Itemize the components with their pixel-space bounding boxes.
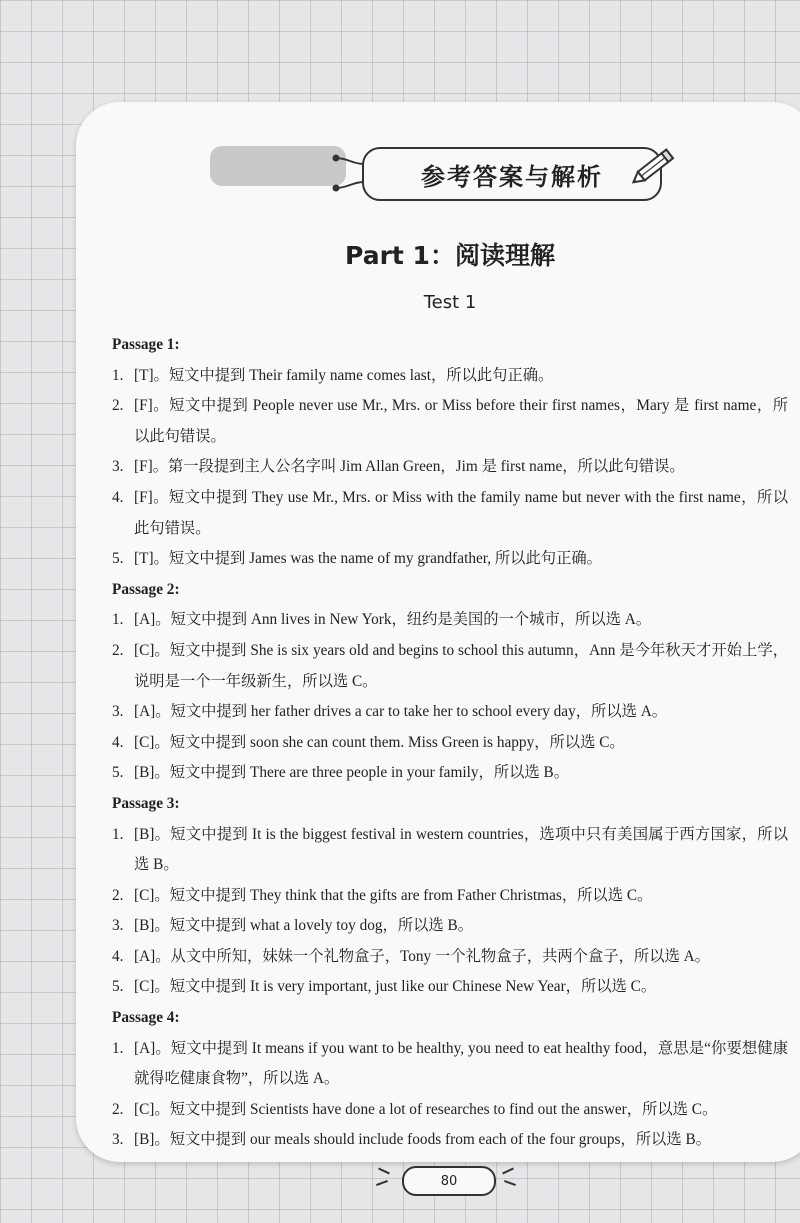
footer-dash (376, 1180, 388, 1186)
footer-dash (504, 1180, 516, 1186)
answer-item: 4. [A]。从文中所知，妹妹一个礼物盒子，Tony 一个礼物盒子，共两个盒子，所以选 A。 (112, 947, 710, 965)
banner-shadow-block (210, 146, 346, 186)
answer-item: 2. [C]。短文中提到 Scientists have done a lot of researches to find out the answer，所以选 C。 (112, 1100, 718, 1118)
pencil-icon (632, 148, 678, 184)
part-title: Part 1：阅读理解 (345, 241, 555, 270)
answer-item: 3. [B]。短文中提到 our meals should include foods from each of the four groups，所以选 B。 (112, 1131, 711, 1149)
passage-section (112, 330, 788, 575)
test-title: Test 1 (423, 292, 477, 313)
answer-item: 1. [A]。短文中提到 It means if you want to be healthy, you need to eat healthy food，意思是“你要想健康就得吃健康食物”，所以选 A。 (112, 1039, 788, 1088)
section-banner (362, 147, 662, 201)
passage-heading: Passage 4: (112, 1009, 180, 1027)
answer-item: 1. [B]。短文中提到 It is the biggest festival in western countries，选项中只有美国属于西方国家，所以选 B。 (112, 825, 788, 874)
page-number: 80 (402, 1166, 496, 1196)
answer-item: 4. [F]。短文中提到 They use Mr., Mrs. or Miss with the family name but never with the first name，所以此句错误。 (112, 488, 788, 537)
answer-item: 1. [T]。短文中提到 Their family name comes last，所以此句正确。 (112, 366, 554, 384)
answer-item: 5. [B]。短文中提到 There are three people in your family，所以选 B。 (112, 764, 570, 782)
answer-item: 5. [C]。短文中提到 It is very important, just like our Chinese New Year，所以选 C。 (112, 978, 657, 996)
passage-heading: Passage 3: (112, 794, 180, 812)
passage-heading: Passage 2: (112, 580, 180, 598)
answer-item: 3. [F]。第一段提到主人公名字叫 Jim Allan Green，Jim 是 first name，所以此句错误。 (112, 458, 685, 476)
answer-item: 2. [C]。短文中提到 They think that the gifts are from Father Christmas，所以选 C。 (112, 886, 653, 904)
answer-item: 2. [C]。短文中提到 She is six years old and begins to school this autumn，Ann 是今年秋天才开始上学，说明是一个一年级新生，所以选 C。 (112, 641, 788, 690)
footer-dash (378, 1168, 390, 1175)
passage-section (112, 789, 788, 1003)
page-footer (370, 1160, 520, 1200)
answer-item: 3. [A]。短文中提到 her father drives a car to take her to school every day，所以选 A。 (112, 703, 668, 721)
passage-section (112, 1003, 788, 1156)
answer-item: 5. [T]。短文中提到 James was the name of my grandfather, 所以此句正确。 (112, 550, 602, 568)
answer-item: 2. [F]。短文中提到 People never use Mr., Mrs. or Miss before their first names，Mary 是 first name，所以此句错误。 (112, 397, 788, 445)
answer-item: 4. [C]。短文中提到 soon she can count them. Miss Green is happy，所以选 C。 (112, 733, 625, 751)
answer-item: 1. [A]。短文中提到 Ann lives in New York，纽约是美国的一个城市，所以选 A。 (112, 611, 652, 629)
answer-content (112, 330, 788, 1156)
banner-title: 参考答案与解析 (421, 162, 603, 191)
passage-heading: Passage 1: (112, 336, 180, 353)
passage-section (112, 575, 788, 789)
answer-item: 3. [B]。短文中提到 what a lovely toy dog，所以选 B。 (112, 917, 474, 935)
footer-dash (502, 1168, 514, 1175)
